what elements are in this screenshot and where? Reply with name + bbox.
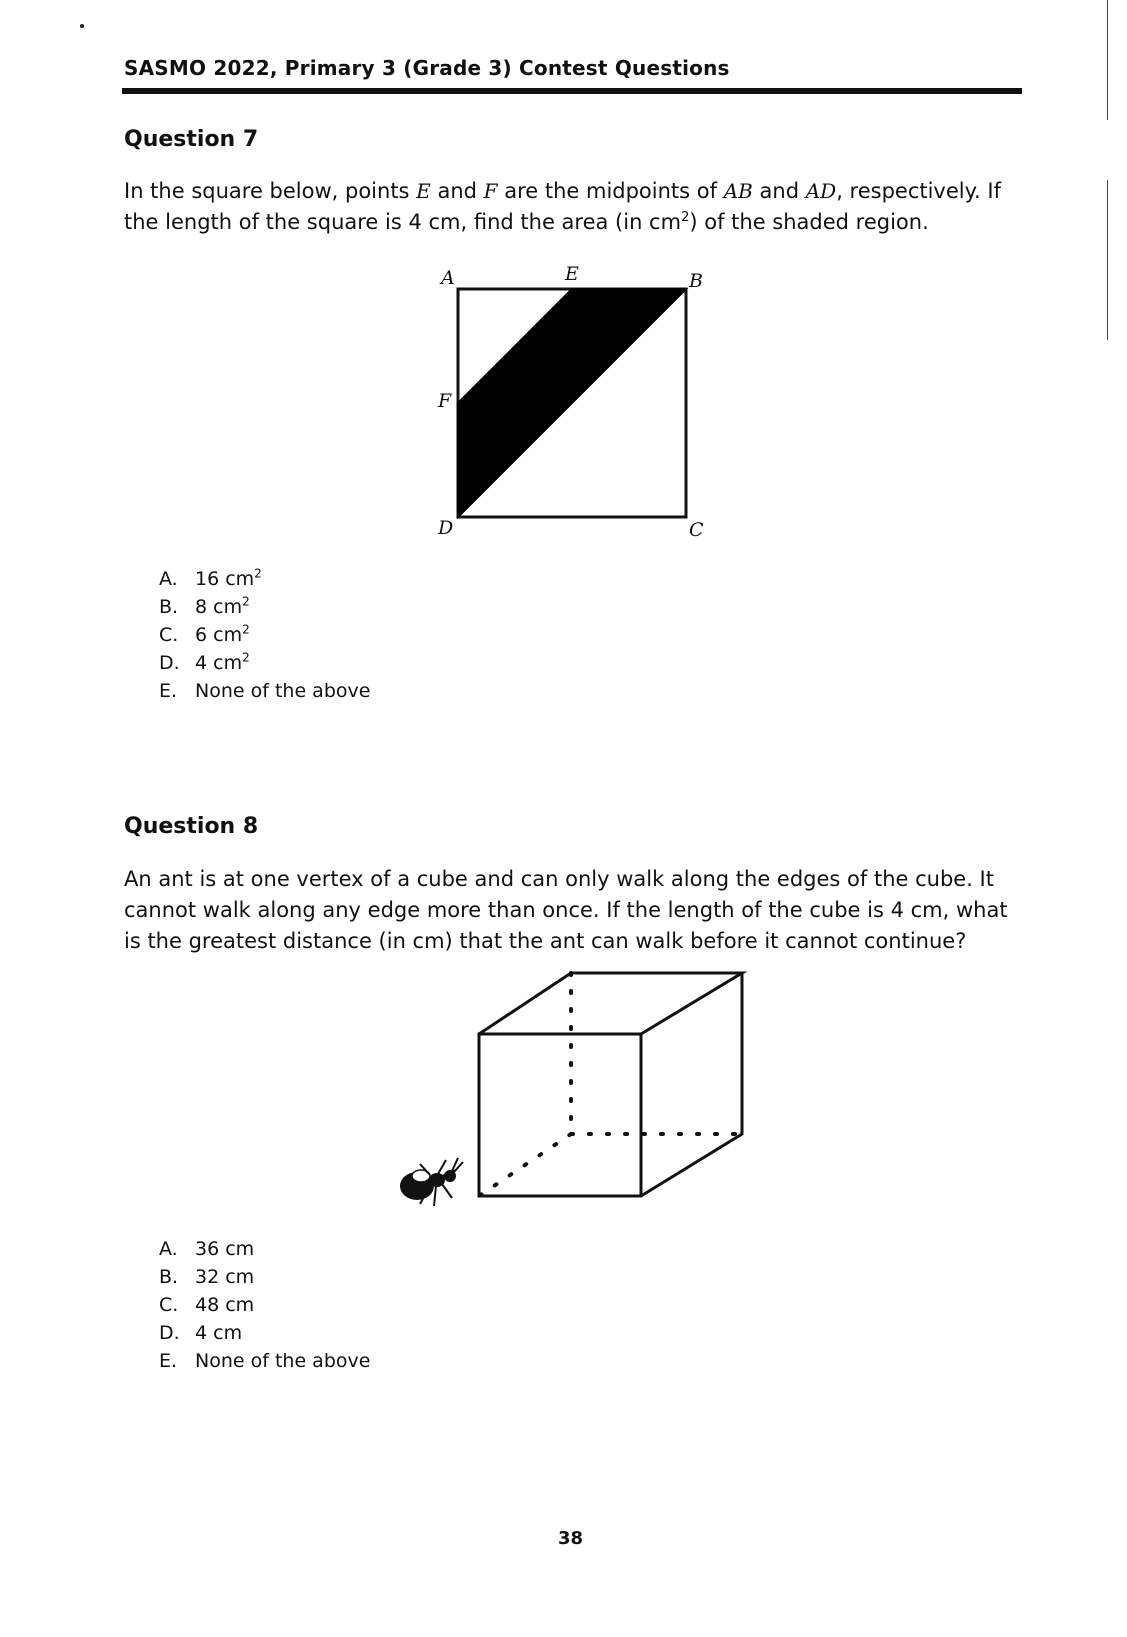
choice-e[interactable]: E. None of the above [159, 680, 371, 702]
choice-d[interactable]: D. 4 $cm^2$ [159, 650, 250, 674]
question7-choices [159, 568, 370, 708]
question7-text: In the square below, points E and F are the midpoints of AB and AD, respectively. If the length of the square is 4 cm, find the area (in $cm^2$) of the shaded region. [124, 179, 1001, 234]
question8-heading: Question 8 [124, 814, 259, 839]
question8-choices [159, 1238, 370, 1378]
question7-heading: Question 7 [124, 127, 259, 152]
shaded-region [458, 289, 686, 517]
cube-right-face [641, 973, 742, 1196]
header-title: SASMO 2022, Primary 3 (Grade 3) Contest Questions [124, 56, 730, 80]
question8-text: An ant is at one vertex of a cube and can only walk along the edges of the cube. It cannot walk along any edge more than once. If the length of the cube is 4 cm, what is the greatest distance (in cm) that the ant can walk before it cannot continue? [124, 867, 1008, 953]
choice-e[interactable]: E. None of the above [159, 1350, 371, 1372]
choice-c[interactable]: C. 6 $cm^2$ [159, 622, 250, 646]
choice-a[interactable]: A. 16 $cm^2$ [159, 566, 262, 590]
point-label-e: E [565, 263, 579, 285]
square-figure [437, 263, 704, 541]
choice-a[interactable]: A. 36 cm [159, 1238, 255, 1260]
point-label-b: B [689, 270, 703, 292]
hidden-edge-diagonal [479, 1134, 571, 1196]
cube-top-face [479, 973, 742, 1034]
ant-illustration [400, 1158, 463, 1206]
page-number: 38 [558, 1528, 584, 1549]
choice-b[interactable]: B. 8 $cm^2$ [159, 594, 250, 618]
choice-c[interactable]: C. 48 cm [159, 1294, 255, 1316]
point-label-f: F [438, 390, 452, 412]
point-label-d: D [438, 517, 454, 539]
point-label-a: A [441, 267, 455, 289]
point-label-c: C [689, 519, 704, 541]
choice-d[interactable]: D. 4 cm [159, 1322, 243, 1344]
choice-b[interactable]: B. 32 cm [159, 1266, 255, 1288]
cube-figure [479, 973, 742, 1196]
cube-front-face [479, 1034, 641, 1196]
